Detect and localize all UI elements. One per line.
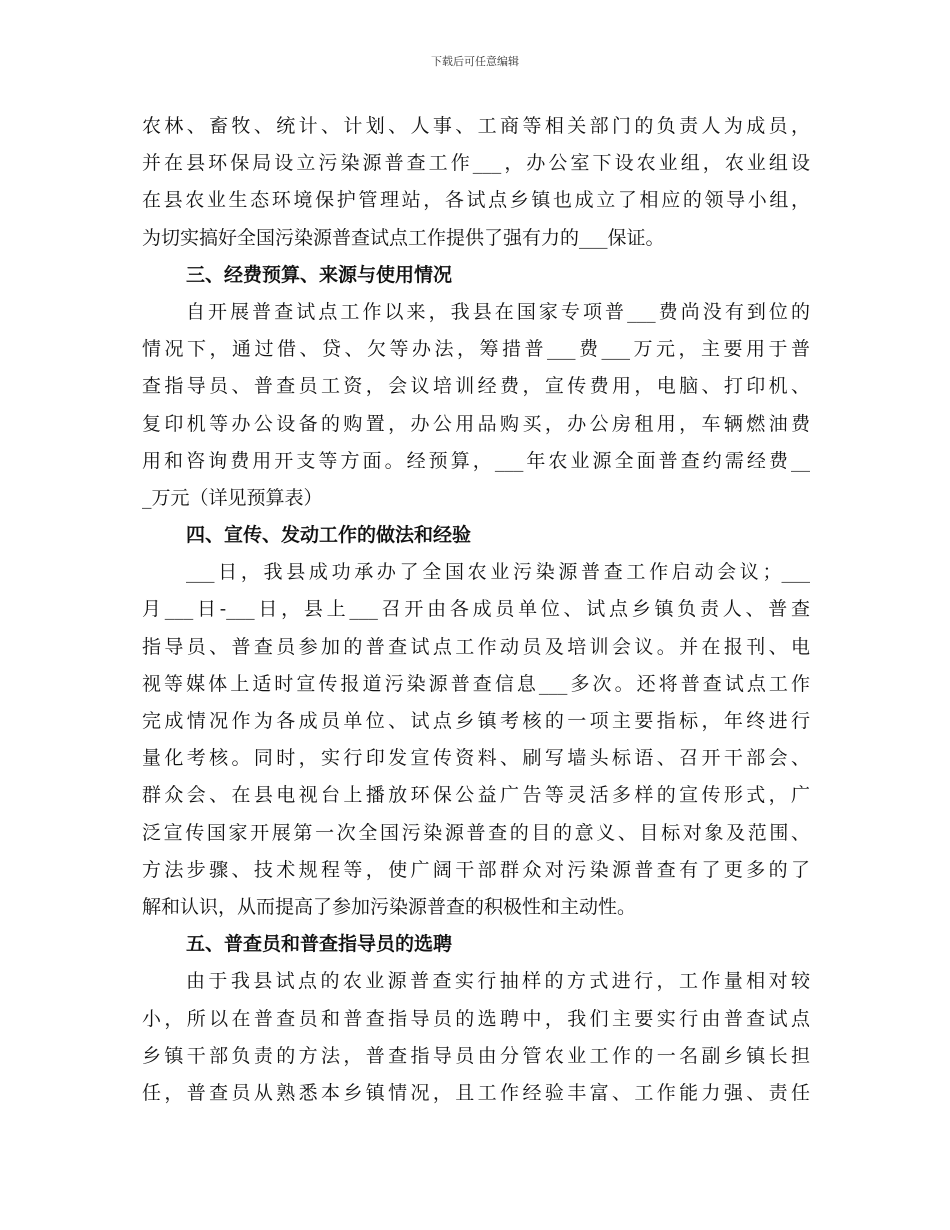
text-line: 任，普查员从熟悉本乡镇情况，且工作经验丰富、工作能力强、责任 xyxy=(142,1081,810,1104)
text-line: 视等媒体上适时宣传报道污染源普查信息___多次。还将普查试点工作 xyxy=(142,672,810,695)
text-line: 情况下，通过借、贷、欠等办法，筹措普___费___万元，主要用于普 xyxy=(142,338,810,361)
section-heading-5: 五、普查员和普查指导员的选聘 xyxy=(186,933,453,956)
text-line: 并在县环保局设立污染源普查工作___，办公室下设农业组，农业组设 xyxy=(142,152,810,175)
text-line: 复印机等办公设备的购置，办公用品购买，办公房租用，车辆燃油费 xyxy=(142,412,810,435)
text-line: 在县农业生态环境保护管理站，各试点乡镇也成立了相应的领导小组， xyxy=(142,189,810,212)
text-line: 乡镇干部负责的方法，普查指导员由分管农业工作的一名副乡镇长担 xyxy=(142,1044,810,1067)
text-line: 查指导员、普查员工资，会议培训经费，宣传费用，电脑、打印机、 xyxy=(142,375,810,398)
page-header: 下载后可任意编辑 xyxy=(431,55,519,68)
text-line: 指导员、普查员参加的普查试点工作动员及培训会议。并在报刊、电 xyxy=(142,635,810,658)
text-line: 自开展普查试点工作以来，我县在国家专项普___费尚没有到位的 xyxy=(186,300,810,323)
text-line: 由于我县试点的农业源普查实行抽样的方式进行，工作量相对较 xyxy=(186,970,810,993)
text-line: 农林、畜牧、统计、计划、人事、工商等相关部门的负责人为成员， xyxy=(142,115,810,137)
text-line: 泛宣传国家开展第一次全国污染源普查的目的意义、目标对象及范围、 xyxy=(142,821,810,844)
section-heading-3: 三、经费预算、来源与使用情况 xyxy=(186,263,453,286)
document-body xyxy=(142,108,810,1112)
text-line: 为切实搞好全国污染源普查试点工作提供了强有力的___保证。 xyxy=(142,226,665,249)
text-line: _万元（详见预算表） xyxy=(142,486,323,509)
text-line: 月___日-___日，县上___召开由各成员单位、试点乡镇负责人、普查 xyxy=(142,598,810,621)
text-line: ___日，我县成功承办了全国农业污染源普查工作启动会议；___ xyxy=(186,561,810,584)
text-line: 解和认识，从而提高了参加污染源普查的积极性和主动性。 xyxy=(142,895,637,918)
text-line: 方法步骤、技术规程等，使广阔干部群众对污染源普查有了更多的了 xyxy=(142,858,810,881)
section-heading-4: 四、宣传、发动工作的做法和经验 xyxy=(186,524,472,547)
text-line: 小，所以在普查员和普查指导员的选聘中，我们主要实行由普查试点 xyxy=(142,1007,810,1030)
text-line: 完成情况作为各成员单位、试点乡镇考核的一项主要指标，年终进行 xyxy=(142,710,810,732)
text-line: 用和咨询费用开支等方面。经预算，___年农业源全面普查约需经费__ xyxy=(142,449,810,472)
text-line: 群众会、在县电视台上播放环保公益广告等灵活多样的宣传形式，广 xyxy=(142,784,810,807)
text-line: 量化考核。同时，实行印发宣传资料、刷写墙头标语、召开干部会、 xyxy=(142,747,810,770)
